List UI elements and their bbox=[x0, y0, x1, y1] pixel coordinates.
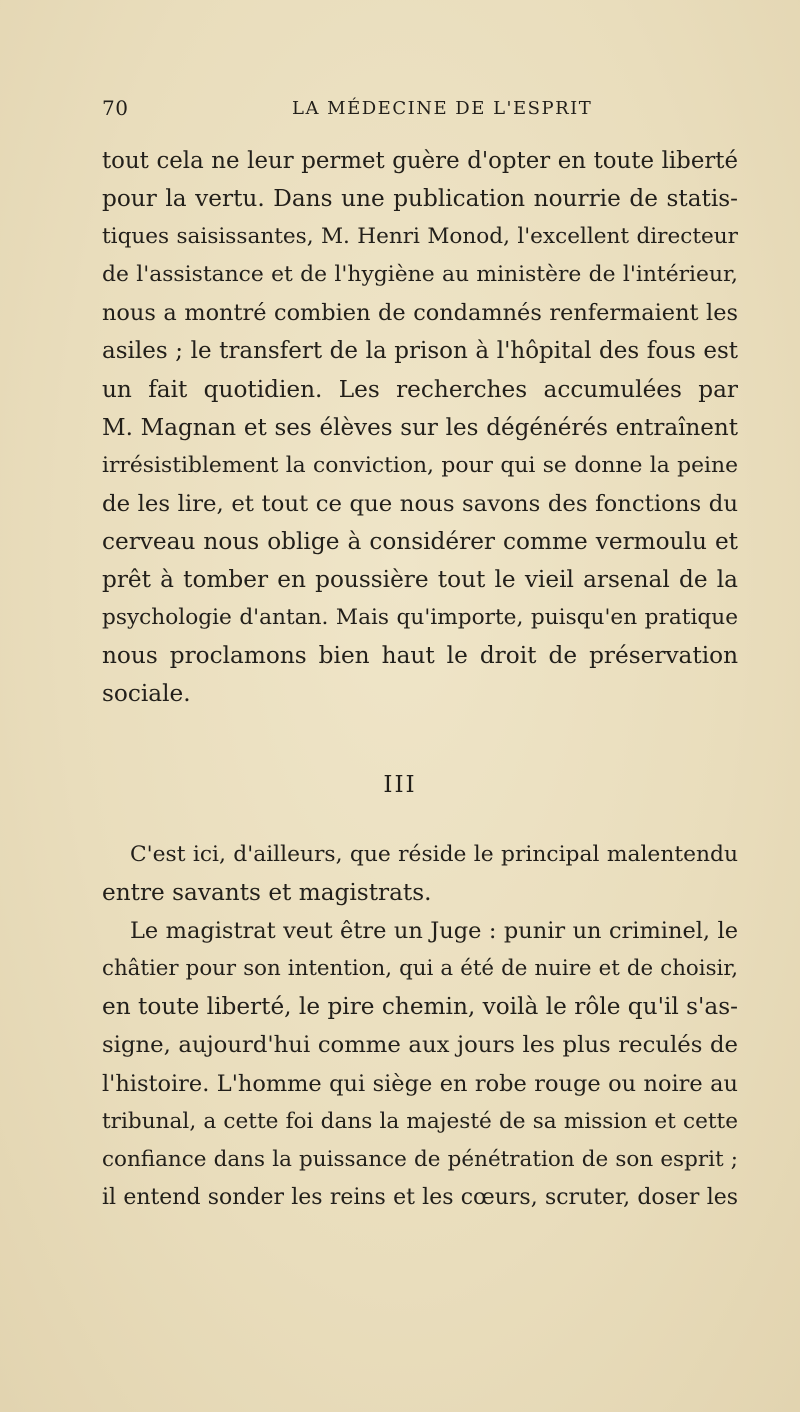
text-line: l'histoire. L'homme qui siège en robe rouge ou noire au bbox=[102, 1070, 738, 1097]
section-heading: III bbox=[383, 772, 417, 798]
text-line: sociale. bbox=[102, 680, 191, 708]
text-line: Le magistrat veut être un Juge : punir un criminel, le bbox=[130, 918, 738, 945]
page-number: 70 bbox=[102, 96, 129, 120]
text-line: tiques saisissantes, M. Henri Monod, l'excellent directeur bbox=[102, 224, 738, 250]
text-line: en toute liberté, le pire chemin, voilà le rôle qu'il s'as- bbox=[102, 993, 738, 1021]
text-line: tribunal, a cette foi dans la majesté de sa mission et cette bbox=[102, 1108, 738, 1134]
text-line: châtier pour son intention, qui a été de nuire et de choisir, bbox=[102, 956, 738, 982]
text-line: irrésistiblement la conviction, pour qui se donne la peine bbox=[102, 452, 738, 478]
text-line: prêt à tomber en poussière tout le vieil arsenal de la bbox=[102, 566, 738, 594]
text-line: nous proclamons bien haut le droit de préservation bbox=[102, 642, 738, 670]
text-line: il entend sonder les reins et les cœurs, scruter, doser les bbox=[102, 1184, 738, 1210]
paragraph-1 bbox=[102, 142, 738, 713]
text-line: signe, aujourd'hui comme aux jours les plus reculés de bbox=[102, 1032, 738, 1059]
text-line: cerveau nous oblige à considérer comme vermoulu et bbox=[102, 527, 738, 555]
text-line: pour la vertu. Dans une publication nourrie de statis- bbox=[102, 185, 738, 213]
text-line: C'est ici, d'ailleurs, que réside le principal malentendu bbox=[130, 842, 738, 867]
text-line: confiance dans la puissance de pénétration de son esprit ; bbox=[102, 1146, 738, 1172]
running-title: LA MÉDECINE DE L'ESPRIT bbox=[292, 98, 593, 119]
text-line: psychologie d'antan. Mais qu'importe, puisqu'en pratique bbox=[102, 605, 738, 631]
running-head bbox=[102, 96, 722, 126]
paragraph-2-and-3 bbox=[102, 836, 738, 1217]
text-line: un fait quotidien. Les recherches accumulées par bbox=[102, 375, 738, 403]
text-line: entre savants et magistrats. bbox=[102, 879, 432, 907]
text-line: tout cela ne leur permet guère d'opter en toute liberté bbox=[102, 148, 738, 174]
text-line: asiles ; le transfert de la prison à l'hôpital des fous est bbox=[102, 338, 738, 365]
text-line: M. Magnan et ses élèves sur les dégénérés entraînent bbox=[102, 414, 738, 441]
text-line: nous a montré combien de condamnés renfermaient les bbox=[102, 300, 738, 327]
text-line: de l'assistance et de l'hygiène au ministère de l'intérieur, bbox=[102, 262, 738, 288]
text-line: de les lire, et tout ce que nous savons des fonctions du bbox=[102, 490, 738, 517]
